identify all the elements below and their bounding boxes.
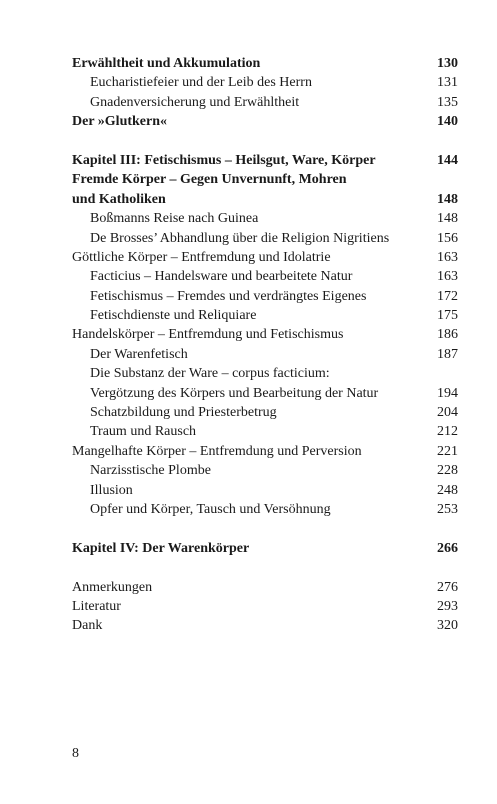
toc-entry [72, 112, 458, 131]
toc-entry-title: Illusion [90, 482, 133, 498]
toc-entry-title: Gnadenversicherung und Erwähltheit [90, 94, 300, 110]
toc-subentry [72, 500, 458, 519]
toc-entry-title: Göttliche Körper – Entfremdung und Idolatrie [72, 249, 331, 265]
toc-subentry [72, 267, 458, 286]
toc-entry [72, 539, 458, 558]
table-of-contents [72, 54, 458, 636]
toc-entry-title: Fetischdienste und Reliquiare [90, 308, 257, 324]
toc-entry-title: Fremde Körper – Gegen Unvernunft, Mohren [72, 172, 347, 188]
toc-entry [72, 170, 458, 189]
toc-subentry [72, 229, 458, 248]
toc-entry-page: 253 [437, 501, 458, 517]
toc-subentry [72, 93, 458, 112]
toc-entry [72, 442, 458, 461]
toc-entry-title: Die Substanz der Ware – corpus facticium: [90, 366, 330, 382]
toc-entry-page: 320 [437, 618, 458, 634]
toc-entry-title: Kapitel III: Fetischismus – Heilsgut, Ware, Körper [72, 152, 376, 168]
toc-entry-page: 175 [437, 308, 458, 324]
toc-entry-page: 276 [437, 579, 458, 595]
toc-entry [72, 248, 458, 267]
toc-entry-title: Vergötzung des Körpers und Bearbeitung der Natur [90, 385, 379, 401]
toc-entry [72, 597, 458, 616]
toc-entry-title: Traum und Rausch [90, 424, 197, 440]
toc-entry-title: Fetischismus – Fremdes und verdrängtes Eigenes [90, 288, 367, 304]
toc-spacer [72, 519, 458, 538]
toc-entry-title: Der »Glutkern« [72, 114, 168, 130]
toc-subentry [72, 287, 458, 306]
toc-subentry [72, 306, 458, 325]
toc-entry-title: Erwähltheit und Akkumulation [72, 56, 261, 71]
toc-entry-page: 131 [437, 75, 458, 91]
toc-subentry [72, 403, 458, 422]
toc-entry [72, 616, 458, 635]
toc-entry-page: 148 [437, 191, 458, 207]
toc-spacer [72, 132, 458, 151]
toc-entry-page: 266 [437, 540, 458, 556]
toc-entry-title: Eucharistiefeier und der Leib des Herrn [90, 75, 312, 91]
toc-entry-page: 163 [437, 249, 458, 265]
toc-entry-page: 187 [437, 346, 458, 362]
toc-entry-title: Literatur [72, 598, 121, 614]
toc-entry-page: 130 [437, 56, 458, 71]
toc-entry-page: 186 [437, 327, 458, 343]
toc-entry-title: Dank [72, 618, 103, 634]
toc-entry-page: 172 [437, 288, 458, 304]
toc-entry-page: 148 [437, 211, 458, 227]
page-number: 8 [72, 746, 79, 761]
toc-subentry [72, 422, 458, 441]
toc-spacer [72, 558, 458, 577]
toc-entry-page: 135 [437, 94, 458, 110]
toc-subentry [72, 73, 458, 92]
toc-entry-title: Boßmanns Reise nach Guinea [90, 211, 259, 227]
toc-entry-title: Handelskörper – Entfremdung und Fetischismus [72, 327, 344, 343]
toc-entry-page: 221 [437, 443, 458, 459]
toc-subentry [72, 345, 458, 364]
toc-entry-title: Schatzbildung und Priesterbetrug [90, 405, 277, 421]
toc-entry-title: Opfer und Körper, Tausch und Versöhnung [90, 501, 331, 517]
toc-subentry [72, 481, 458, 500]
toc-entry-title: De Brosses’ Abhandlung über die Religion Nigritiens [90, 230, 390, 246]
toc-subentry [72, 364, 458, 383]
toc-entry [72, 190, 458, 209]
toc-entry-title: Anmerkungen [72, 579, 153, 595]
toc-entry-page: 156 [437, 230, 458, 246]
toc-entry-title: und Katholiken [72, 191, 166, 207]
toc-entry-page: 212 [437, 424, 458, 440]
toc-entry-page: 144 [437, 152, 458, 168]
toc-entry [72, 578, 458, 597]
toc-subentry [72, 209, 458, 228]
toc-subentry [72, 461, 458, 480]
toc-entry-page: 204 [437, 405, 458, 421]
toc-entry-page: 140 [437, 114, 458, 130]
toc-entry-page: 293 [437, 598, 458, 614]
toc-entry-title: Narzisstische Plombe [90, 463, 211, 479]
toc-entry-page: 248 [437, 482, 458, 498]
toc-entry [72, 325, 458, 344]
toc-entry-title: Facticius – Handelsware und bearbeitete Natur [90, 269, 353, 285]
toc-entry-title: Der Warenfetisch [90, 346, 188, 362]
toc-entry [72, 54, 458, 73]
toc-entry [72, 151, 458, 170]
toc-entry-page: 163 [437, 269, 458, 285]
toc-entry-page: 228 [437, 463, 458, 479]
toc-entry-title: Kapitel IV: Der Warenkörper [72, 540, 250, 556]
toc-entry-title: Mangelhafte Körper – Entfremdung und Perversion [72, 443, 362, 459]
toc-entry-page: 194 [437, 385, 458, 401]
toc-subentry [72, 384, 458, 403]
